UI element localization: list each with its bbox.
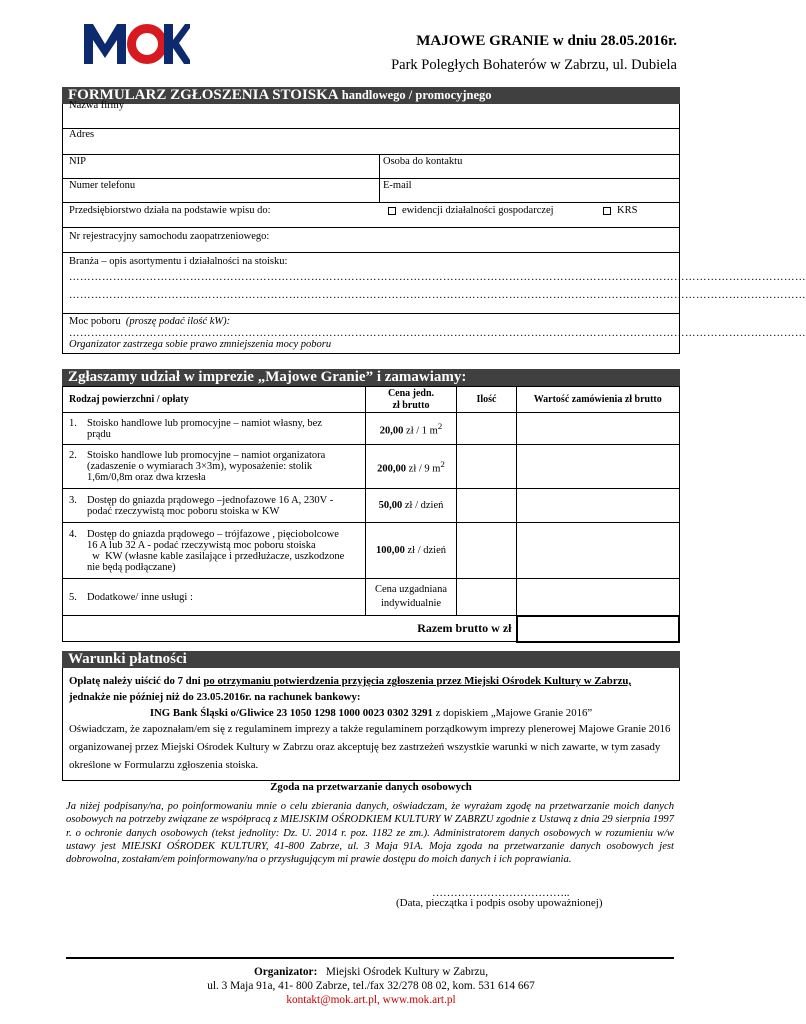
row-text-line: prądu	[87, 428, 111, 440]
price-unit: zł / 9 m	[406, 463, 441, 475]
phone-row	[63, 178, 679, 202]
company-name-field[interactable]	[63, 100, 679, 128]
price-unit: zł / 1 m	[403, 425, 438, 437]
divider	[379, 155, 380, 178]
power-field[interactable]	[63, 313, 806, 353]
consent-title: Zgoda na przetwarzanie danych osobowych	[270, 781, 472, 793]
price-amount: 50,00	[378, 500, 403, 511]
price-amount: 100,00	[376, 545, 405, 556]
col-price-line-1: Cena jedn.	[387, 387, 435, 399]
logo-letter-k	[164, 24, 190, 64]
email-label[interactable]: E-mail	[383, 180, 412, 191]
footer-label: Organizator:	[253, 966, 318, 978]
registration-basis-row	[63, 202, 679, 227]
declaration: Oświadczam, że zapoznałam/em się z regulaminem imprezy a także regulaminem porządkowym imprezy plenerowej Majowe Granie 2016 organizowanej przez Miejski Ośrodek Kultury w Zabrzu oraz akceptuję bez zastrzeżeń wszystkie warunki w nich zawarte, w tym zasady określone w Formularzu zgłoszenia stoiska.	[69, 723, 671, 771]
power-dots-line: …………………………………………………………………………………………………………………………………………………………………………………	[69, 328, 806, 339]
row-text-line: Stoisko handlowe lub promocyjne – namiot organizatora	[87, 450, 326, 461]
row-text-line: nie będą podłączane)	[87, 561, 176, 573]
branch-dots-line-2: …………………………………………………………………………………………………………………………………………………………………………………	[69, 290, 806, 301]
vehicle-label: Nr rejestracyjny samochodu zaopatrzeniowego:	[69, 231, 270, 242]
row-text-line: podać rzeczywistą moc poboru stoiska w KW	[87, 505, 280, 517]
order-row-qty-input[interactable]	[457, 523, 517, 579]
basis-label: Przedsiębiorstwo działa na podstawie wpisu do:	[69, 205, 271, 216]
payment-deadline-a: Opłatę należy uiścić do 7 dni	[69, 675, 204, 687]
power-hint: (proszę podać ilość kW):	[125, 316, 231, 327]
price-negotiable-2: indywidualnie	[380, 598, 442, 609]
row-text-line: Dostęp do gniazda prądowego – trójfazowe , pięciobolcowe	[87, 528, 339, 540]
order-header-row	[63, 387, 680, 413]
total-row	[63, 616, 680, 642]
order-row-desc	[63, 489, 366, 523]
order-row-qty-input[interactable]	[457, 579, 517, 616]
col-price-line-2: zł brutto	[392, 399, 430, 411]
col-qty-header: Ilość	[457, 387, 517, 413]
order-row-value-input[interactable]	[517, 523, 680, 579]
divider	[379, 179, 380, 202]
krs-option-label: KRS	[617, 205, 638, 216]
row-text-line: (zadaszenie o wymiarach 3×3m), wyposażenie: stolik	[87, 461, 313, 472]
order-heading: Zgłaszamy udział w imprezie „Majowe Granie” i zamawiamy:	[62, 369, 680, 386]
row-number: 5.	[69, 591, 77, 603]
order-row	[63, 579, 680, 616]
price-negotiable-1: Cena uzgadniana	[374, 584, 447, 595]
form-heading-sub: handlowego / promocyjnego	[338, 88, 492, 102]
bank-account: ING Bank Śląski o/Gliwice 23 1050 1298 1000 0023 0302 3291	[149, 707, 433, 719]
order-row-desc	[63, 413, 366, 445]
row-text-line: 1,6m/0,8m oraz dwa krzesła	[87, 472, 206, 483]
order-row-qty-input[interactable]	[457, 489, 517, 523]
order-row-desc	[63, 445, 366, 489]
order-row-value-input[interactable]	[517, 413, 680, 445]
order-row	[63, 523, 680, 579]
ceidg-option-label: ewidencji działalności gospodarczej	[402, 205, 554, 216]
signature-line[interactable]: ………………………………..	[432, 887, 570, 899]
price-unit: zł / dzień	[404, 545, 446, 556]
event-place: Park Poległych Bohaterów w Zabrzu, ul. Dubiela	[391, 57, 677, 73]
order-row-desc	[63, 523, 366, 579]
order-row	[63, 489, 680, 523]
payment-heading: Warunki płatności	[62, 651, 680, 668]
row-text-line: Dostęp do gniazda prądowego –jednofazowe 16 A, 230V -	[87, 494, 334, 506]
col-value-header: Wartość zamówienia zł brutto	[517, 387, 680, 413]
col-price-header	[366, 387, 457, 413]
ceidg-option[interactable]	[388, 205, 554, 216]
mok-logo	[84, 22, 190, 64]
application-form	[62, 87, 806, 354]
krs-option[interactable]	[603, 205, 637, 216]
order-row-value-input[interactable]	[517, 579, 680, 616]
row-number: 2.	[69, 450, 77, 461]
payment-section	[62, 651, 680, 781]
nip-label[interactable]: NIP	[69, 156, 86, 167]
nip-row	[63, 154, 679, 178]
order-table	[62, 386, 680, 643]
logo-letter-o	[132, 29, 163, 60]
footer-org-line	[62, 965, 680, 979]
order-row-value-input[interactable]	[517, 489, 680, 523]
contact-person-label[interactable]: Osoba do kontaktu	[383, 156, 463, 167]
price-unit-sup: 2	[440, 458, 445, 469]
branch-field[interactable]	[63, 252, 806, 313]
payment-deadline-underlined: po otrzymaniu potwierdzenia przyjęcia zgłoszenia przez Miejski Ośrodek Kultury w Zabrzu,	[203, 675, 632, 687]
footer-contact-link[interactable]: kontakt@mok.art.pl, www.mok.art.pl	[286, 994, 456, 1006]
order-row-qty-input[interactable]	[457, 413, 517, 445]
ceidg-checkbox[interactable]	[388, 207, 396, 215]
footer	[62, 965, 680, 1007]
row-number: 1.	[69, 417, 77, 429]
power-label: Moc poboru	[69, 316, 121, 327]
logo-letter-m	[84, 24, 126, 64]
form-heading-main: FORMULARZ ZGŁOSZENIA STOISKA	[68, 87, 339, 103]
signature-label: (Data, pieczątka i podpis osoby upoważnionej)	[396, 897, 603, 909]
form-heading	[62, 87, 680, 104]
krs-checkbox[interactable]	[603, 207, 611, 215]
branch-dots-line-1: …………………………………………………………………………………………………………………………………………………………………………………	[69, 272, 806, 283]
footer-org: Miejski Ośrodek Kultury w Zabrzu,	[317, 966, 489, 978]
power-note: Organizator zastrzega sobie prawo zmniejszenia mocy poboru	[69, 339, 332, 350]
payment-deadline	[69, 673, 673, 705]
company-name-label: Nazwa firmy	[69, 100, 125, 111]
consent-text: Ja niżej podpisany/na, po poinformowaniu mnie o celu zbierania danych, oświadczam, że wyrażam zgodę na przetwarzanie moich danych osobowych na potrzeby związane ze współpracą z MIEJSKIM OŚRODKIEM KULTURY W ZABRZU zgodnie z Ustawą z dnia 29 sierpnia 1997 r. o ochronie danych osobowych (tekst jednolity: Dz. U. 2014 r. poz. 1182 ze zm.). Administratorem danych osobowych w rozumieniu w/w ustawy jest MIEJSKI OŚRODEK KULTURY, 41-800 Zabrze, ul. 3 Maja 91A. Moja zgoda na przetwarzanie danych osobowych jest dobrowolna, zostałam/em poinformowany/na o przysługującym mi prawie dostępu do moich danych i ich poprawiania.	[66, 801, 674, 866]
col-type-header: Rodzaj powierzchni / opłaty	[63, 387, 366, 413]
row-text-line: Stoisko handlowe lub promocyjne – namiot własny, bez	[87, 417, 322, 429]
total-label: Razem brutto w zł	[63, 616, 517, 642]
order-row-price	[366, 579, 457, 616]
order-row	[63, 445, 680, 489]
order-row-price	[366, 413, 457, 445]
price-unit-sup: 2	[437, 420, 443, 431]
order-row-value-input[interactable]	[517, 445, 680, 489]
order-row-qty-input[interactable]	[457, 445, 517, 489]
row-number: 3.	[69, 494, 77, 506]
order-row-price	[366, 445, 457, 489]
order-row-desc	[63, 579, 366, 616]
order-row-price	[366, 523, 457, 579]
address-label: Adres	[69, 129, 95, 140]
phone-label[interactable]: Numer telefonu	[69, 180, 136, 191]
footer-divider	[66, 957, 674, 959]
bank-note: z dopiskiem „Majowe Granie 2016”	[432, 707, 593, 719]
bank-account-line	[69, 705, 673, 721]
order-row-price	[366, 489, 457, 523]
event-title: MAJOWE GRANIE w dniu 28.05.2016r.	[416, 33, 677, 49]
payment-deadline-b: jednakże nie później niż do 23.05.2016r. na rachunek bankowy:	[69, 691, 361, 703]
vehicle-field[interactable]	[63, 227, 679, 252]
footer-address: ul. 3 Maja 91a, 41- 800 Zabrze, tel./fax 32/278 08 02, kom. 531 614 667	[207, 980, 535, 992]
power-label-wrap	[69, 316, 230, 327]
row-number: 4.	[69, 528, 77, 540]
total-value-input[interactable]	[517, 616, 680, 642]
address-field[interactable]	[63, 128, 679, 154]
order-section	[62, 369, 680, 643]
branch-label: Branża – opis asortymentu i działalności na stoisku:	[69, 256, 288, 267]
row-text-line: w KW (własne kable zasilające i przedłużacze, uszkodzone	[87, 550, 345, 562]
row-text-line: 16 A lub 32 A - podać rzeczywistą moc poboru stoiska	[87, 539, 316, 551]
row-text-line: Dodatkowe/ inne usługi :	[87, 591, 193, 603]
price-amount: 200,00	[377, 463, 407, 475]
payment-terms	[62, 668, 680, 781]
price-amount: 20,00	[379, 425, 404, 437]
price-unit: zł / dzień	[402, 500, 444, 511]
order-row	[63, 413, 680, 445]
